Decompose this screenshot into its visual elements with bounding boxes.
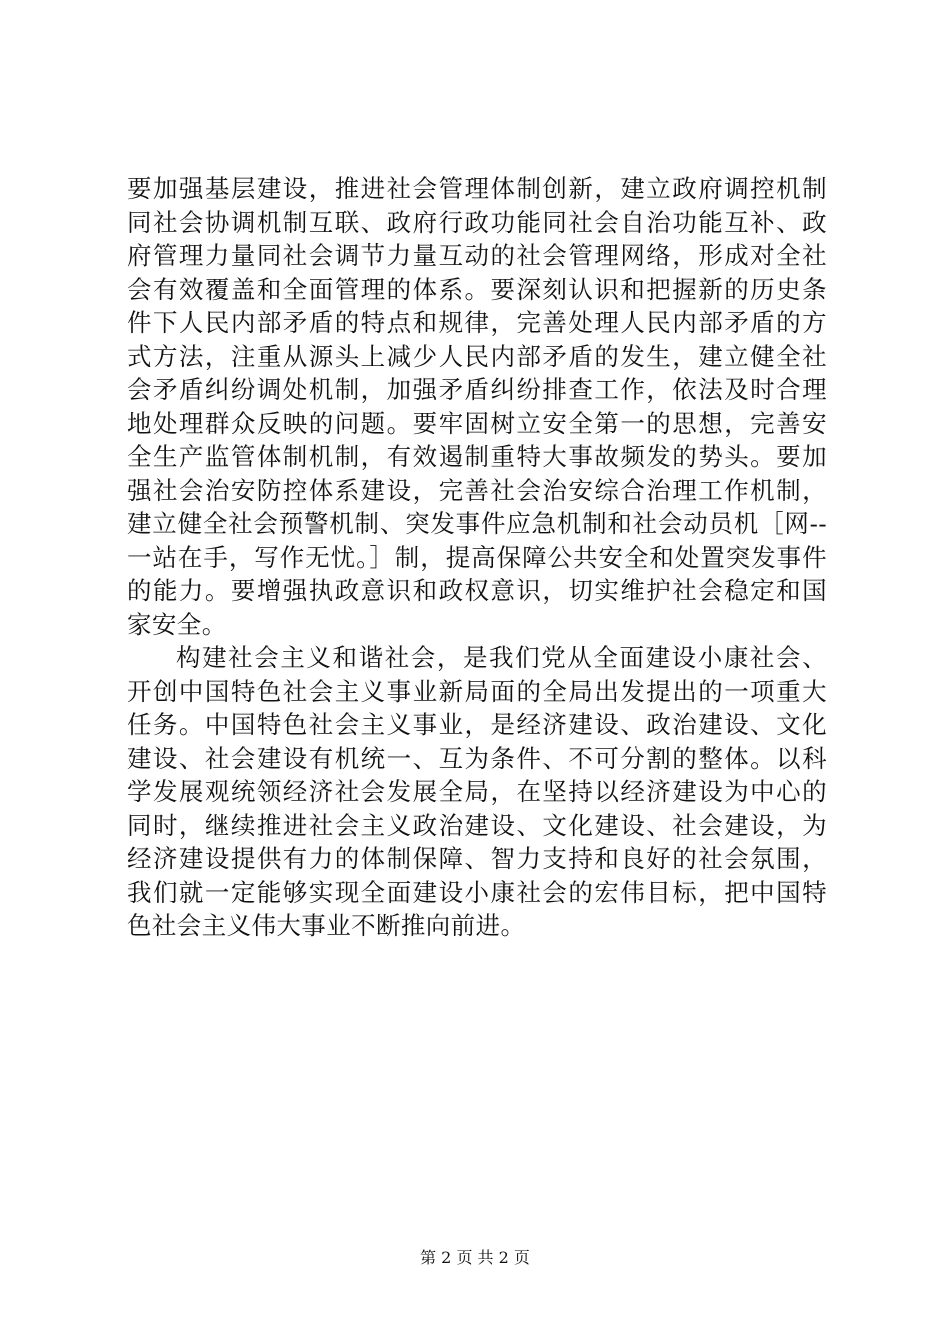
text-line: 建设、社会建设有机统一、互为条件、不可分割的整体。以科: [127, 743, 827, 773]
text-line: 府管理力量同社会调节力量互动的社会管理网络，形成对全社: [127, 241, 827, 270]
text-line: 色社会主义伟大事业不断推向前进。: [127, 911, 526, 940]
text-line: 开创中国特色社会主义事业新局面的全局出发提出的一项重大: [127, 676, 827, 706]
text-line: 家安全。: [127, 609, 227, 639]
text-line: 件下人民内部矛盾的特点和规律，完善处理人民内部矛盾的方: [127, 308, 827, 337]
text-line: 的能力。要增强执政意识和政权意识，切实维护社会稳定和国: [127, 576, 827, 605]
text-line: 会有效覆盖和全面管理的体系。要深刻认识和把握新的历史条: [127, 274, 827, 304]
paragraph-1: [127, 172, 827, 641]
text-line: 同时，继续推进社会主义政治建设、文化建设、社会建设，为: [127, 810, 827, 840]
text-line: 全生产监管体制机制，有效遏制重特大事故频发的势头。要加: [127, 442, 827, 471]
text-line: 会矛盾纠纷调处机制，加强矛盾纠纷排查工作，依法及时合理: [127, 375, 827, 404]
text-line: 同社会协调机制互联、政府行政功能同社会自治功能互补、政: [127, 207, 827, 237]
page-number-footer: 第 2 页 共 2 页: [420, 1248, 530, 1267]
text-line: 学发展观统领经济社会发展全局，在坚持以经济建设为中心的: [127, 777, 827, 806]
text-line: 构建社会主义和谐社会，是我们党从全面建设小康社会、: [176, 643, 827, 672]
text-line: 强社会治安防控体系建设，完善社会治安综合治理工作机制，: [127, 475, 827, 505]
text-line: 建立健全社会预警机制、突发事件应急机制和社会动员机［网--: [127, 509, 827, 538]
text-line: 一站在手，写作无忧。］制，提高保障公共安全和处置突发事件: [127, 542, 827, 572]
document-body: [127, 172, 827, 943]
text-line: 我们就一定能够实现全面建设小康社会的宏伟目标，把中国特: [127, 877, 827, 907]
text-line: 地处理群众反映的问题。要牢固树立安全第一的思想，完善安: [127, 408, 827, 438]
paragraph-2: [127, 641, 827, 943]
text-line: 经济建设提供有力的体制保障、智力支持和良好的社会氛围，: [127, 844, 827, 873]
text-line: 任务。中国特色社会主义事业，是经济建设、政治建设、文化: [127, 710, 827, 739]
text-line: 要加强基层建设，推进社会管理体制创新，建立政府调控机制: [127, 174, 827, 203]
text-line: 式方法，注重从源头上减少人民内部矛盾的发生，建立健全社: [127, 341, 827, 371]
